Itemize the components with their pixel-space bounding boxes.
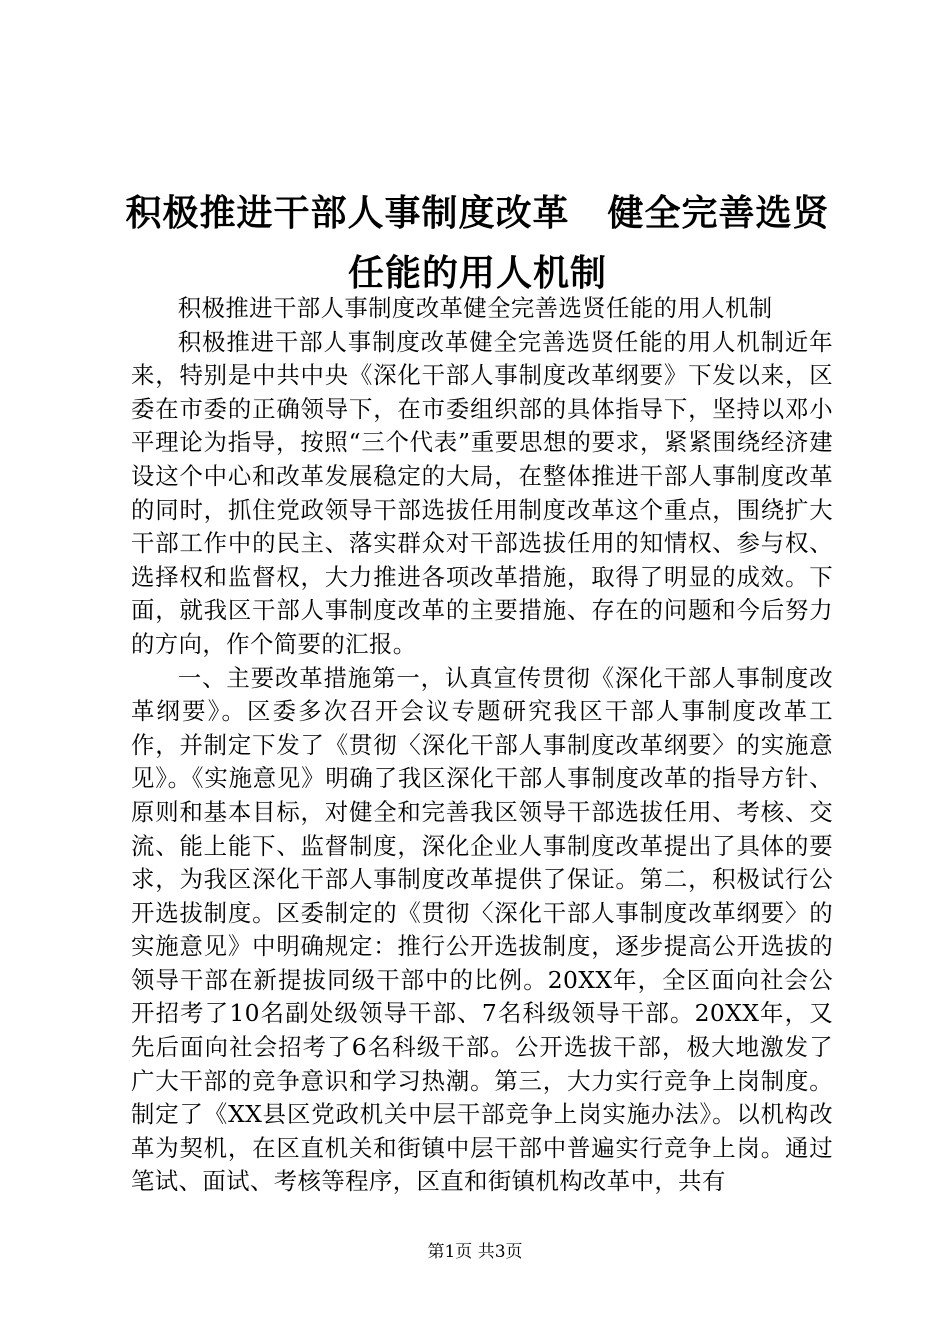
page-number-footer: 第1页 共3页 — [427, 1242, 523, 1262]
document-title — [120, 184, 835, 304]
subtitle-paragraph: 积极推进干部人事制度改革健全完善选贤任能的用人机制 — [177, 294, 773, 322]
measures-paragraph: 一、主要改革措施第一，认真宣传贯彻《深化干部人事制度改革纲要》。区委多次召开会议专题研究我区干部人事制度改革工作，并制定下发了《贯彻〈深化干部人事制度改革纲要〉的实施意见》。《实施意见》明确了我区深化干部人事制度改革的指导方针、原则和基本目标，对健全和完善我区领导干部选拔任用、考核、交流、能上能下、监督制度，深化企业人事制度改革提出了具体的要求，为我区深化干部人事制度改革提供了保证。第二，积极试行公开选拔制度。区委制定的《贯彻〈深化干部人事制度改革纲要〉的实施意见》中明确规定：推行公开选拔制度，逐步提高公开选拔的领导干部在新提拔同级干部中的比例。20XX年，全区面向社会公开招考了10名副处级领导干部、7名科级领导干部。20XX年，又先后面向社会招考了6名科级干部。公开选拔干部，极大地激发了广大干部的竞争意识和学习热潮。第三，大力实行竞争上岗制度。制定了《XX县区党政机关中层干部竞争上岗实施办法》。以机构改革为契机，在区直机关和街镇中层干部中普遍实行竞争上岗。通过笔试、面试、考核等程序，区直和街镇机构改革中，共有 — [131, 663, 833, 1196]
title-part-2: 健全完善选贤任能的用人机制 — [347, 193, 830, 294]
document-body — [131, 292, 833, 1199]
intro-paragraph: 积极推进干部人事制度改革健全完善选贤任能的用人机制近年来，特别是中共中央《深化干部人事制度改革纲要》下发以来，区委在市委的正确领导下，在市委组织部的具体指导下，坚持以邓小平理论为指导，按照“三个代表”重要思想的要求，紧紧围绕经济建设这个中心和改革发展稳定的大局，在整体推进干部人事制度改革的同时，抓住党政领导干部选拔任用制度改革这个重点，围绕扩大干部工作中的民主、落实群众对干部选拔任用的知情权、参与权、选择权和监督权，大力推进各项改革措施，取得了明显的成效。下面，就我区干部人事制度改革的主要措施、存在的问题和今后努力的方向，作个简要的汇报。 — [131, 327, 833, 658]
title-part-1: 积极推进干部人事制度改革 — [125, 193, 570, 234]
